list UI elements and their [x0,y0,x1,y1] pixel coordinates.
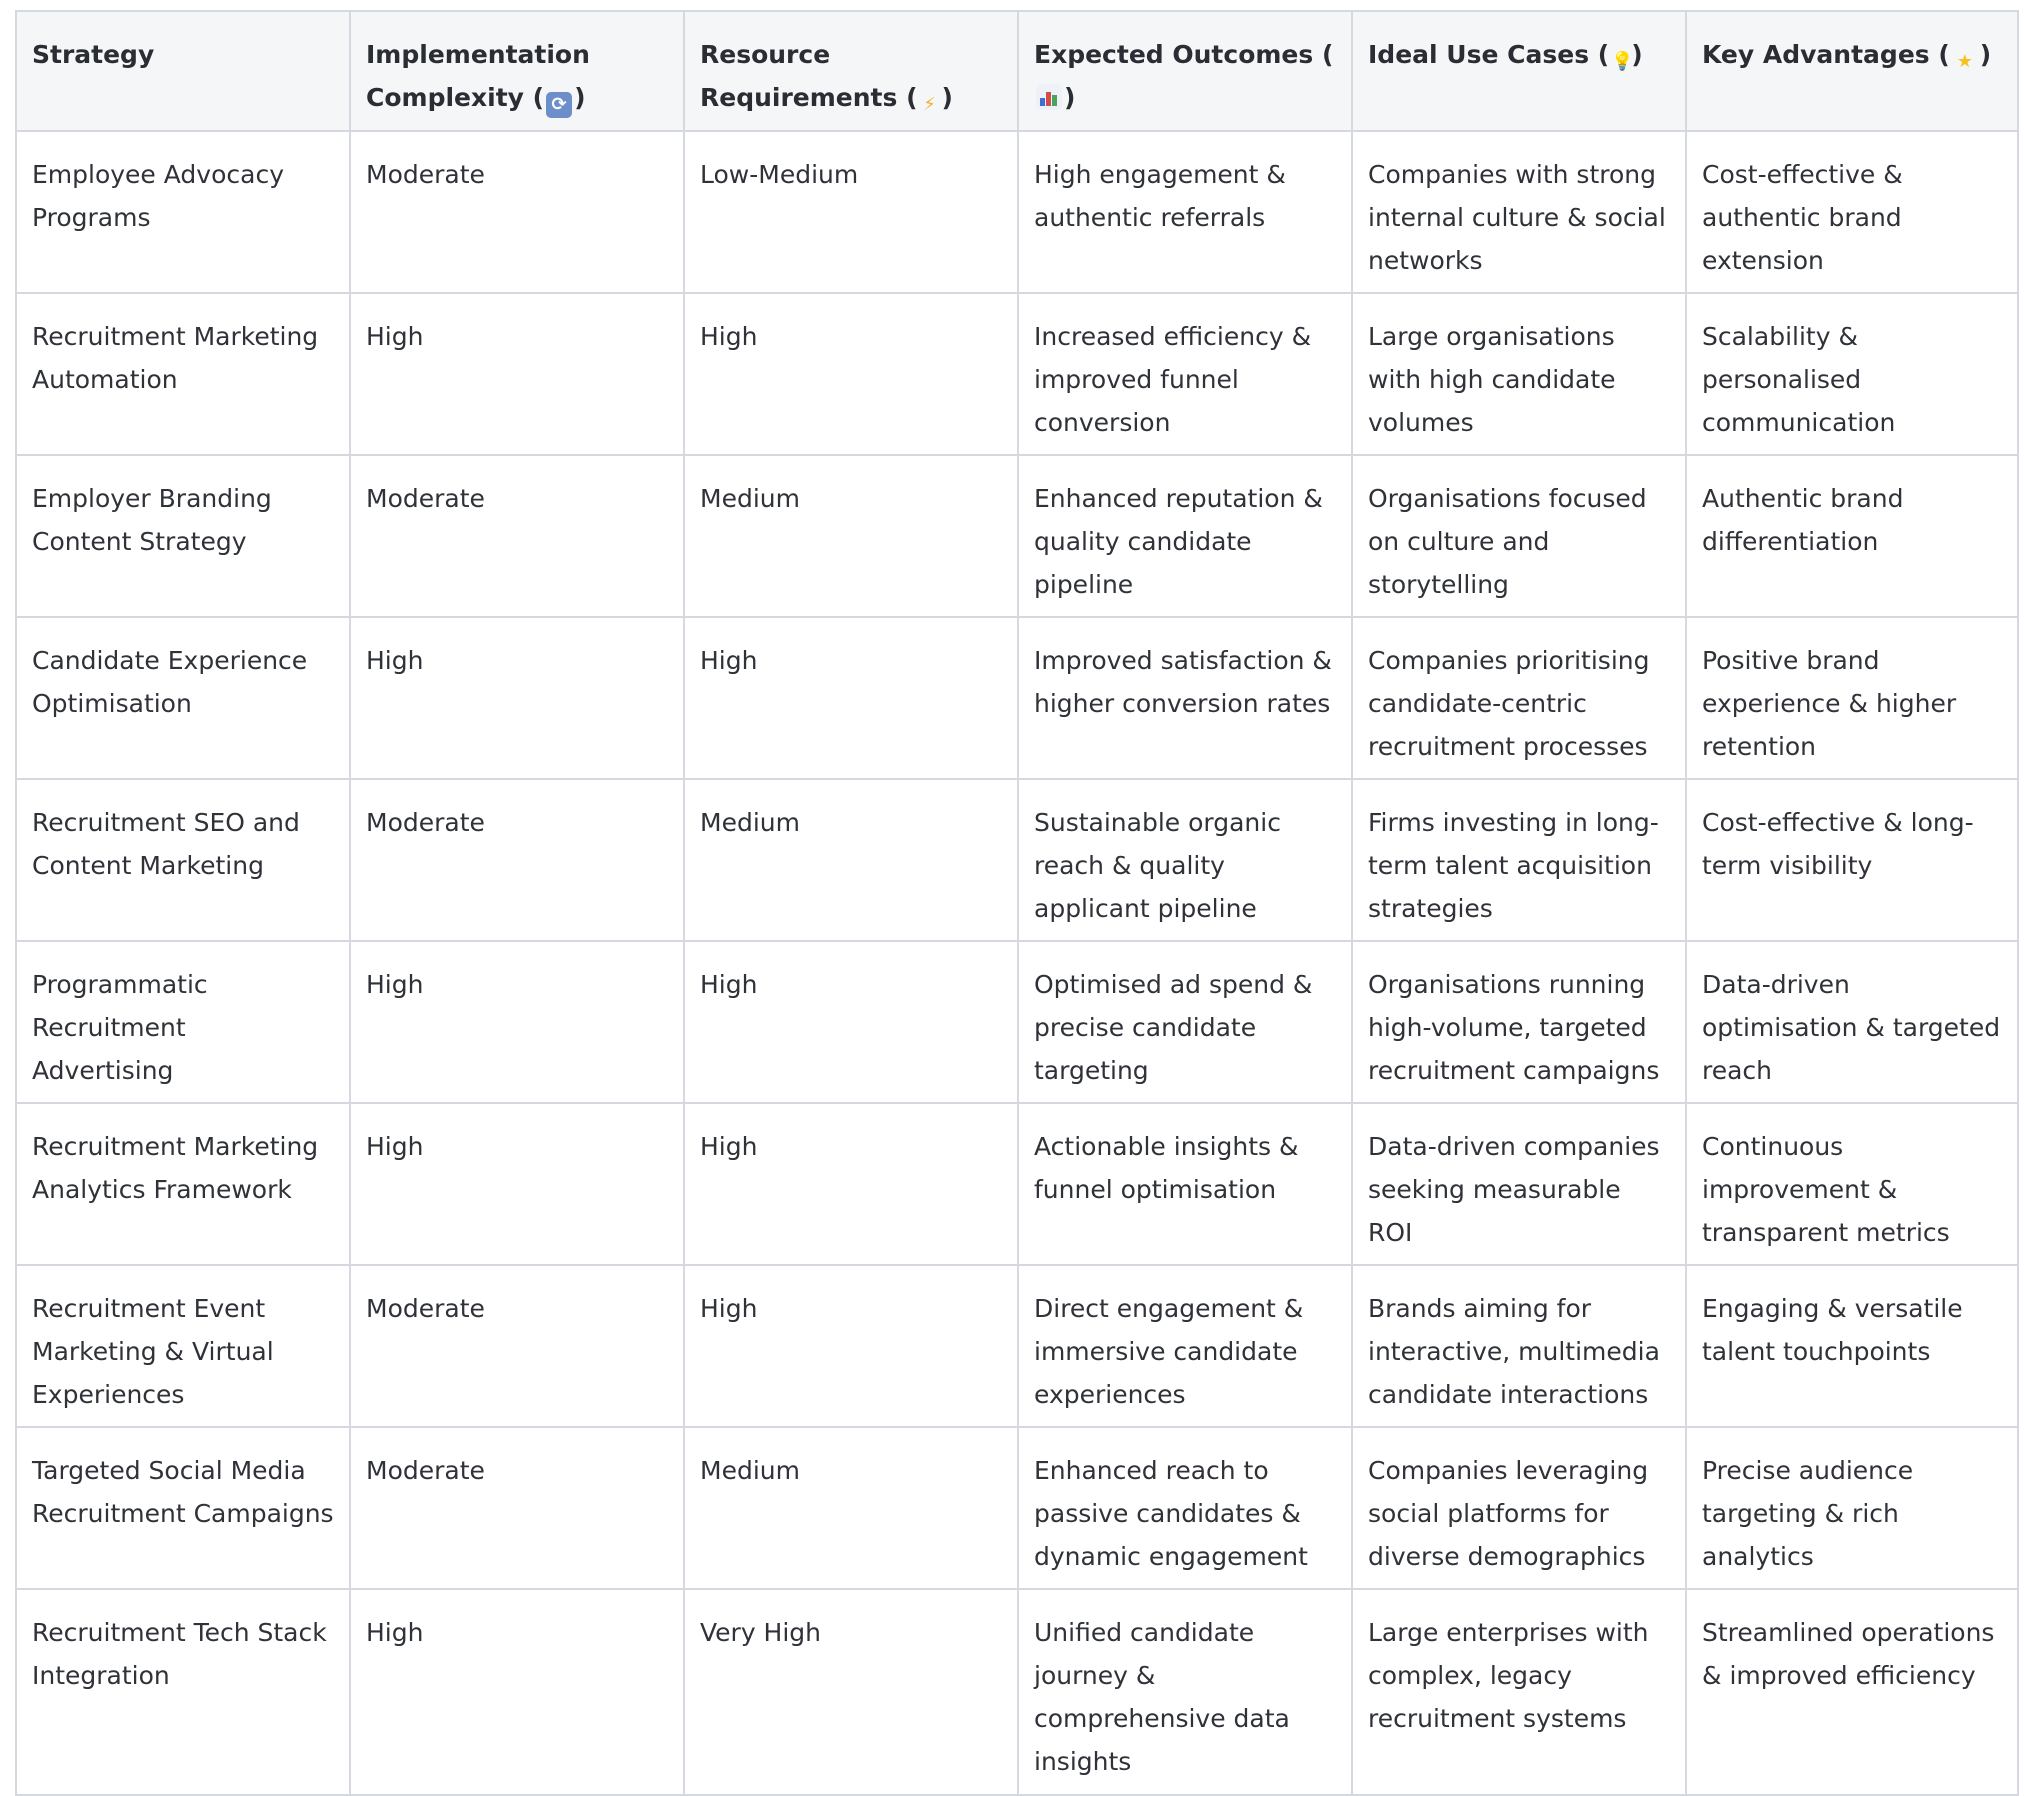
open-paren: ( [523,83,545,112]
cell-advantages: Authentic brand differentiation [1686,455,2018,617]
header-row [16,11,2018,131]
bar-chart-icon [1036,84,1062,110]
cell-resources: High [684,293,1018,455]
cell-outcomes: Increased efficiency & improved funnel conversion [1018,293,1352,455]
close-paren: ) [574,83,586,112]
cell-outcomes: Optimised ad spend & precise candidate targeting [1018,941,1352,1103]
cell-advantages: Scalability & personalised communication [1686,293,2018,455]
cell-use-cases: Organisations focused on culture and storytelling [1352,455,1686,617]
cell-outcomes: High engagement & authentic referrals [1018,131,1352,293]
header-complexity-label: Implementation Complexity [366,40,590,112]
cell-complexity: Moderate [350,131,684,293]
cell-resources: High [684,1103,1018,1265]
cell-use-cases: Large organisations with high candidate volumes [1352,293,1686,455]
close-paren: ) [1979,40,1992,69]
cell-complexity: Moderate [350,1427,684,1589]
cell-advantages: Continuous improvement & transparent metrics [1686,1103,2018,1265]
cell-complexity: High [350,293,684,455]
cell-outcomes: Direct engagement & immersive candidate experiences [1018,1265,1352,1427]
cell-advantages: Cost-effective & long-term visibility [1686,779,2018,941]
header-expected-outcomes [1018,11,1352,131]
cell-advantages: Positive brand experience & higher retention [1686,617,2018,779]
cell-complexity: High [350,1103,684,1265]
cell-strategy: Programmatic Recruitment Advertising [16,941,350,1103]
cell-resources: Medium [684,1427,1018,1589]
cell-resources: High [684,617,1018,779]
cell-complexity: High [350,941,684,1103]
open-paren: ( [897,83,918,112]
cell-use-cases: Companies with strong internal culture & social networks [1352,131,1686,293]
table-row [16,617,2018,779]
cell-use-cases: Data-driven companies seeking measurable ROI [1352,1103,1686,1265]
cell-strategy: Recruitment Marketing Automation [16,293,350,455]
cell-resources: Medium [684,779,1018,941]
header-implementation-complexity [350,11,684,131]
header-strategy [16,11,350,131]
lightning-icon: ⚡ [923,94,936,115]
strategy-comparison-table [15,10,2019,1796]
cell-advantages: Precise audience targeting & rich analytics [1686,1427,2018,1589]
cell-resources: Medium [684,455,1018,617]
cell-strategy: Targeted Social Media Recruitment Campaigns [16,1427,350,1589]
cell-advantages: Data-driven optimisation & targeted reach [1686,941,2018,1103]
cell-outcomes: Improved satisfaction & higher conversion rates [1018,617,1352,779]
table-row [16,1427,2018,1589]
cell-resources: Low-Medium [684,131,1018,293]
cell-advantages: Engaging & versatile talent touchpoints [1686,1265,2018,1427]
refresh-icon: ⟳ [546,92,572,118]
cell-complexity: High [350,617,684,779]
header-ideal-use-cases [1352,11,1686,131]
cell-complexity: Moderate [350,779,684,941]
cell-use-cases: Firms investing in long-term talent acquisition strategies [1352,779,1686,941]
close-paren: ) [1631,40,1643,69]
cell-resources: High [684,1265,1018,1427]
cell-outcomes: Enhanced reputation & quality candidate pipeline [1018,455,1352,617]
table-row [16,941,2018,1103]
cell-use-cases: Organisations running high-volume, targeted recruitment campaigns [1352,941,1686,1103]
cell-strategy: Recruitment Event Marketing & Virtual Experiences [16,1265,350,1427]
close-paren: ) [1064,83,1076,112]
open-paren: ( [1589,40,1610,69]
open-paren: ( [1313,40,1334,69]
cell-use-cases: Companies prioritising candidate-centric recruitment processes [1352,617,1686,779]
cell-use-cases: Large enterprises with complex, legacy recruitment systems [1352,1589,1686,1795]
header-outcomes-label: Expected Outcomes [1034,40,1314,69]
table-header [16,11,2018,131]
table-row [16,1589,2018,1795]
table-row [16,1103,2018,1265]
cell-complexity: Moderate [350,455,684,617]
open-paren: ( [1929,40,1950,69]
star-icon: ★ [1956,51,1973,72]
header-advantages-label: Key Advantages [1702,40,1930,69]
cell-outcomes: Sustainable organic reach & quality applicant pipeline [1018,779,1352,941]
table-row [16,455,2018,617]
cell-strategy: Employer Branding Content Strategy [16,455,350,617]
header-resource-requirements [684,11,1018,131]
cell-outcomes: Actionable insights & funnel optimisation [1018,1103,1352,1265]
header-strategy-label: Strategy [32,40,155,69]
table-row [16,779,2018,941]
cell-strategy: Candidate Experience Optimisation [16,617,350,779]
cell-use-cases: Brands aiming for interactive, multimedia candidate interactions [1352,1265,1686,1427]
cell-resources: Very High [684,1589,1018,1795]
header-use-cases-label: Ideal Use Cases [1368,40,1590,69]
lightbulb-icon: 💡 [1611,51,1634,72]
cell-complexity: High [350,1589,684,1795]
table-row [16,293,2018,455]
table-row [16,131,2018,293]
cell-outcomes: Enhanced reach to passive candidates & dynamic engagement [1018,1427,1352,1589]
cell-use-cases: Companies leveraging social platforms for diverse demographics [1352,1427,1686,1589]
cell-advantages: Cost-effective & authentic brand extension [1686,131,2018,293]
cell-strategy: Employee Advocacy Programs [16,131,350,293]
cell-strategy: Recruitment Tech Stack Integration [16,1589,350,1795]
cell-strategy: Recruitment SEO and Content Marketing [16,779,350,941]
cell-strategy: Recruitment Marketing Analytics Framework [16,1103,350,1265]
cell-complexity: Moderate [350,1265,684,1427]
cell-resources: High [684,941,1018,1103]
cell-advantages: Streamlined operations & improved efficiency [1686,1589,2018,1795]
header-key-advantages [1686,11,2018,131]
close-paren: ) [941,83,953,112]
cell-outcomes: Unified candidate journey & comprehensive data insights [1018,1589,1352,1795]
table-row [16,1265,2018,1427]
header-resources-label: Resource Requirements [700,40,898,112]
table-body [16,131,2018,1795]
